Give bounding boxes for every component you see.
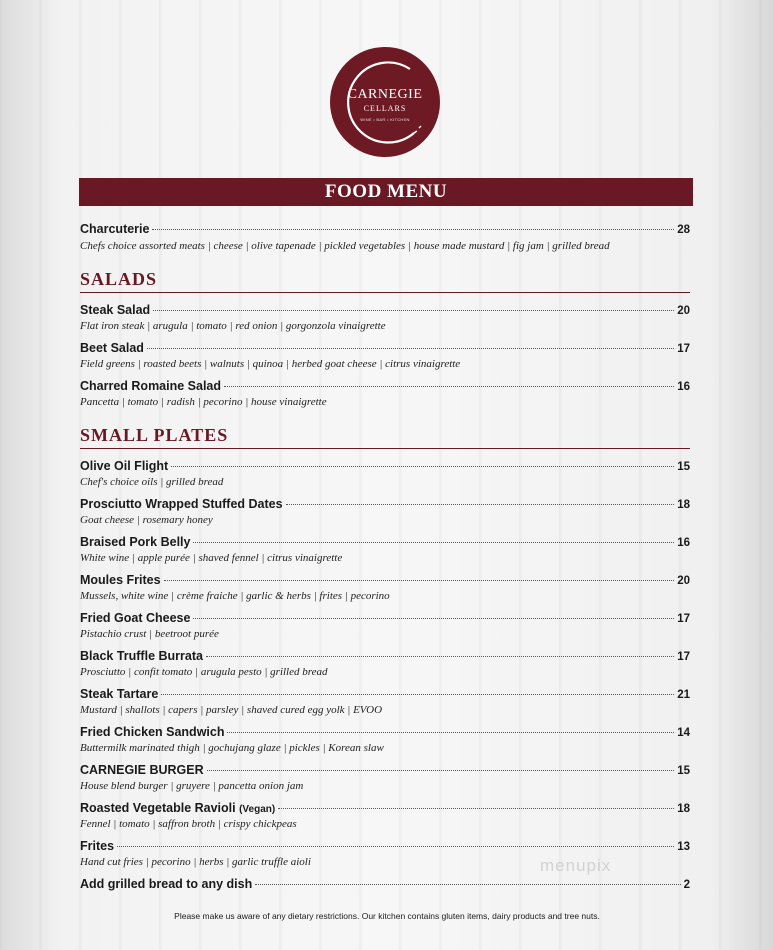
leader-dots [147, 348, 674, 349]
leader-dots [224, 386, 674, 387]
item-price: 17 [677, 651, 690, 663]
item-price: 17 [677, 613, 690, 625]
menu-item [80, 379, 690, 393]
logo-tagline: WINE • BAR • KITCHEN [360, 117, 410, 122]
item-description: Goat cheese | rosemary honey [80, 514, 213, 526]
item-name: Olive Oil Flight [80, 459, 169, 473]
item-description: Pistachio crust | beetroot purée [80, 628, 219, 640]
item-name: Steak Salad [80, 303, 151, 317]
section-heading-small-plates: SMALL PLATES [80, 425, 229, 445]
item-price: 16 [677, 381, 690, 393]
dietary-notice: Please make us aware of any dietary restrictions. Our kitchen contains gluten items, dairy products and tree nuts. [174, 911, 600, 921]
item-name: Braised Pork Belly [80, 535, 191, 549]
item-price: 17 [677, 343, 690, 355]
item-name: Beet Salad [80, 341, 144, 355]
menu-item [80, 535, 690, 549]
menu-item-addon [80, 877, 690, 891]
item-price: 28 [677, 224, 690, 236]
menu-item [80, 497, 690, 511]
leader-dots [286, 504, 675, 505]
item-price: 13 [677, 841, 690, 853]
item-description: Buttermilk marinated thigh | gochujang glaze | pickles | Korean slaw [80, 742, 384, 754]
leader-dots [153, 310, 674, 311]
item-description: Prosciutto | confit tomato | arugula pesto | grilled bread [80, 666, 328, 678]
leader-dots [164, 580, 675, 581]
menu-item [80, 763, 690, 777]
item-price: 14 [677, 727, 690, 739]
leader-dots [207, 770, 675, 771]
item-description: Fennel | tomato | saffron broth | crispy chickpeas [80, 818, 297, 830]
item-name: Black Truffle Burrata [80, 649, 203, 663]
item-price: 18 [677, 499, 690, 511]
item-name-text: Roasted Vegetable Ravioli [80, 801, 236, 815]
menu-item [80, 611, 690, 625]
item-name: Fried Chicken Sandwich [80, 725, 225, 739]
item-description: White wine | apple purée | shaved fennel | citrus vinaigrette [80, 552, 343, 564]
item-description: Pancetta | tomato | radish | pecorino | house vinaigrette [80, 396, 327, 408]
item-price: 21 [677, 689, 690, 701]
item-price: 20 [677, 305, 690, 317]
menu-item [80, 303, 690, 317]
leader-dots [171, 466, 674, 467]
leader-dots [117, 846, 674, 847]
item-name: Charred Romaine Salad [80, 379, 222, 393]
section-heading-salads: SALADS [80, 269, 158, 289]
item-name: Add grilled bread to any dish [80, 877, 253, 891]
item-name: Frites [80, 839, 115, 853]
item-description: Chef's choice oils | grilled bread [80, 476, 224, 488]
menu-item-charcuterie [80, 222, 690, 236]
carnegie-cellars-logo [330, 47, 440, 157]
item-name: Fried Goat Cheese [80, 611, 191, 625]
menu-item [80, 341, 690, 355]
menu-item [80, 459, 690, 473]
menu-item [80, 573, 690, 587]
menu-item [80, 649, 690, 663]
menu-item [80, 725, 690, 739]
section-divider [80, 448, 690, 449]
item-price: 16 [677, 537, 690, 549]
item-description: Flat iron steak | arugula | tomato | red onion | gorgonzola vinaigrette [80, 320, 386, 332]
leader-dots [206, 656, 674, 657]
leader-dots [161, 694, 674, 695]
leader-dots [193, 618, 674, 619]
leader-dots [278, 808, 674, 809]
item-name: Charcuterie [80, 222, 150, 236]
item-price: 2 [683, 879, 690, 891]
leader-dots [227, 732, 674, 733]
section-divider [80, 292, 690, 293]
item-description: Hand cut fries | pecorino | herbs | garlic truffle aioli [80, 856, 311, 868]
menu-item [80, 687, 690, 701]
item-description: Mussels, white wine | crème fraiche | garlic & herbs | frites | pecorino [80, 590, 390, 602]
item-price: 15 [677, 765, 690, 777]
item-price: 20 [677, 575, 690, 587]
item-description: Chefs choice assorted meats | cheese | olive tapenade | pickled vegetables | house made mustard | fig jam | grilled bread [80, 240, 610, 252]
item-name [80, 801, 275, 815]
item-description: Mustard | shallots | capers | parsley | shaved cured egg yolk | EVOO [80, 704, 383, 716]
leader-dots [152, 229, 674, 230]
leader-dots [193, 542, 674, 543]
logo-subtitle: CELLARS [363, 104, 407, 113]
item-name: Steak Tartare [80, 687, 159, 701]
item-description: Field greens | roasted beets | walnuts | quinoa | herbed goat cheese | citrus vinaigrette [80, 358, 461, 370]
menu-item [80, 839, 690, 853]
menu-title-banner: FOOD MENU [79, 178, 693, 206]
item-name: Prosciutto Wrapped Stuffed Dates [80, 497, 283, 511]
item-name: CARNEGIE BURGER [80, 763, 204, 777]
item-name: Moules Frites [80, 573, 161, 587]
item-description: House blend burger | gruyere | pancetta onion jam [80, 780, 304, 792]
item-price: 18 [677, 803, 690, 815]
menu-item [80, 801, 690, 815]
item-price: 15 [677, 461, 690, 473]
logo-name: CARNEGIE [347, 87, 423, 102]
item-name-note: (Vegan) [239, 804, 276, 815]
leader-dots [255, 884, 680, 885]
watermark: menupix [540, 856, 612, 875]
